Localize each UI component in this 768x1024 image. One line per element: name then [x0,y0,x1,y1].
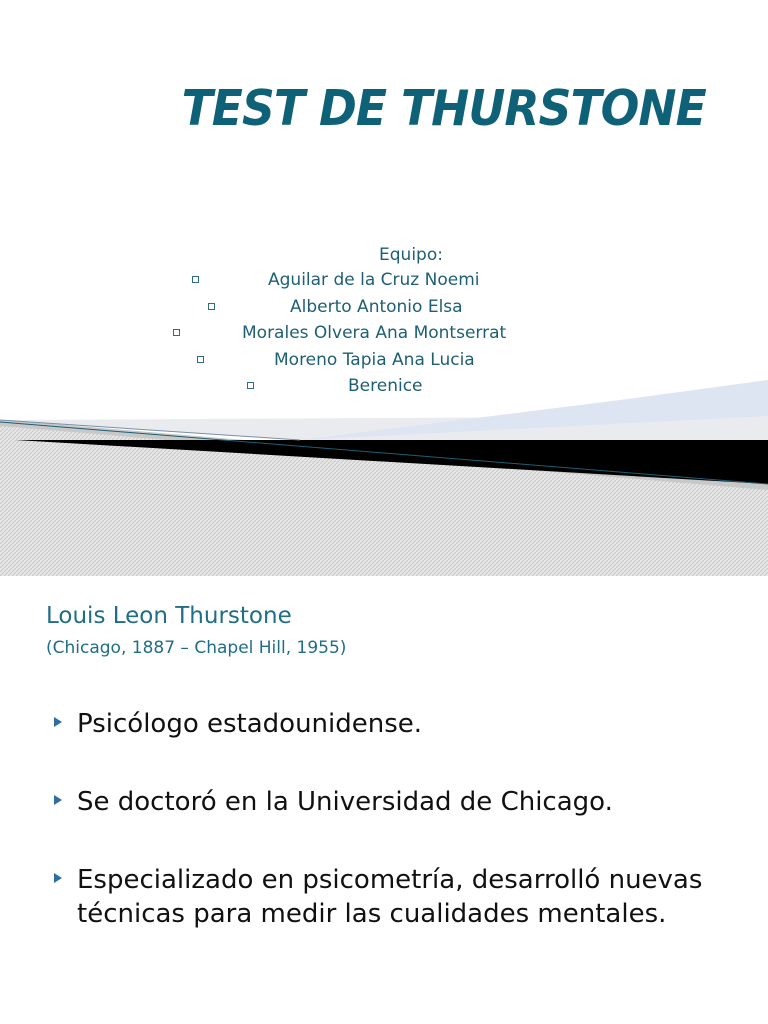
square-bullet-icon [192,276,199,283]
square-bullet-icon [208,303,215,310]
bullet-text: Especializado en psicometría, desarrolló nuevas técnicas para medir las cualidades mentales. [77,865,703,929]
decorative-band [0,380,768,576]
arrow-bullet-icon [54,795,62,805]
member-name: Morales Olvera Ana Montserrat [242,323,507,343]
slide-subheading: (Chicago, 1887 – Chapel Hill, 1955) [46,638,347,658]
member-item [0,350,768,374]
arrow-bullet-icon [54,717,62,727]
slide-title: TEST DE THURSTONE [181,80,706,137]
arrow-bullet-icon [54,873,62,883]
member-item [0,270,768,294]
square-bullet-icon [173,329,180,336]
content-slide [0,576,768,1024]
member-item [0,323,768,347]
member-name: Aguilar de la Cruz Noemi [268,270,480,290]
bullet-text: Se doctoró en la Universidad de Chicago. [77,787,613,817]
team-label: Equipo: [379,245,443,265]
member-name: Alberto Antonio Elsa [290,297,463,317]
member-name: Berenice [348,376,423,396]
slide-heading: Louis Leon Thurstone [46,603,292,629]
bullet-text: Psicólogo estadounidense. [77,709,423,739]
member-name: Moreno Tapia Ana Lucia [274,350,475,370]
member-item [0,297,768,321]
square-bullet-icon [197,356,204,363]
